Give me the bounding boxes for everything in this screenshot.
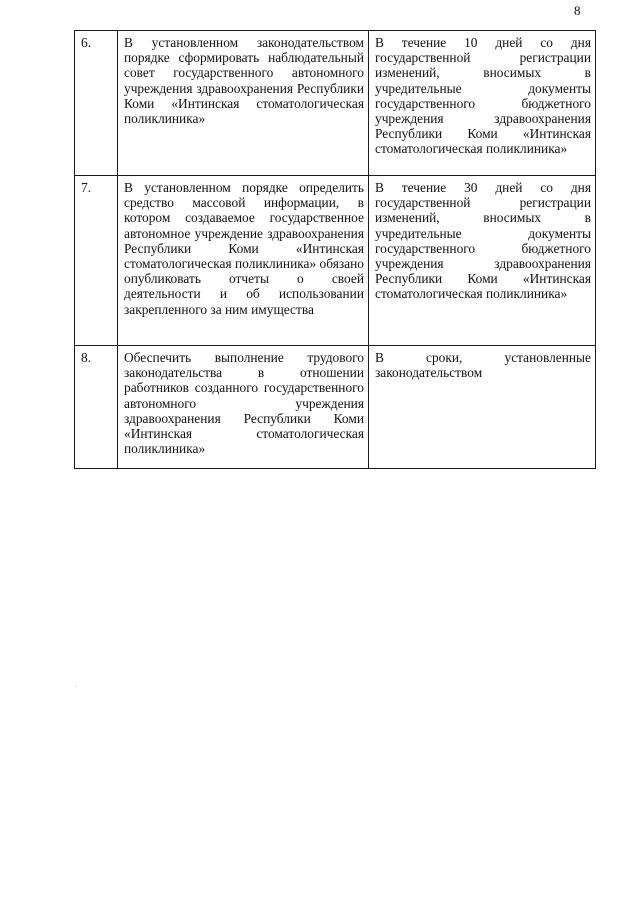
deadline-cell: В сроки, установленные законодательством bbox=[369, 346, 596, 469]
table-row bbox=[75, 31, 596, 176]
scan-artifact bbox=[76, 686, 77, 687]
table-row bbox=[75, 346, 596, 469]
measures-table bbox=[74, 30, 596, 469]
deadline-cell: В течение 30 дней со дня государственной регистрации изменений, вносимых в учредительные документы государственного бюджетного учреждения здравоохранения Республики Коми «Интинская стоматологическая поликлиника» bbox=[369, 176, 596, 346]
table-row bbox=[75, 176, 596, 346]
action-cell: В установленном законодательством порядке сформировать наблюдательный совет государственного автономного учреждения здравоохранения Республики Коми «Интинская стоматологическая поликлиника» bbox=[118, 31, 369, 176]
action-cell: Обеспечить выполнение трудового законодательства в отношении работников созданного государственного автономного учреждения здравоохранения Республики Коми «Интинская стоматологическая поликлиника» bbox=[118, 346, 369, 469]
row-number: 7. bbox=[75, 176, 118, 346]
page-number: 8 bbox=[574, 3, 581, 18]
action-cell: В установленном порядке определить средство массовой информации, в котором создаваемое государственное автономное учреждение здравоохранения Республики Коми «Интинская стоматологическая поликлиника» обязано опубликовать отчеты о своей деятельности и об использовании закрепленного за ним имущества bbox=[118, 176, 369, 346]
row-number: 8. bbox=[75, 346, 118, 469]
deadline-cell: В течение 10 дней со дня государственной регистрации изменений, вносимых в учредительные документы государственного бюджетного учреждения здравоохранения Республики Коми «Интинская стоматологическая поликлиника» bbox=[369, 31, 596, 176]
row-number: 6. bbox=[75, 31, 118, 176]
